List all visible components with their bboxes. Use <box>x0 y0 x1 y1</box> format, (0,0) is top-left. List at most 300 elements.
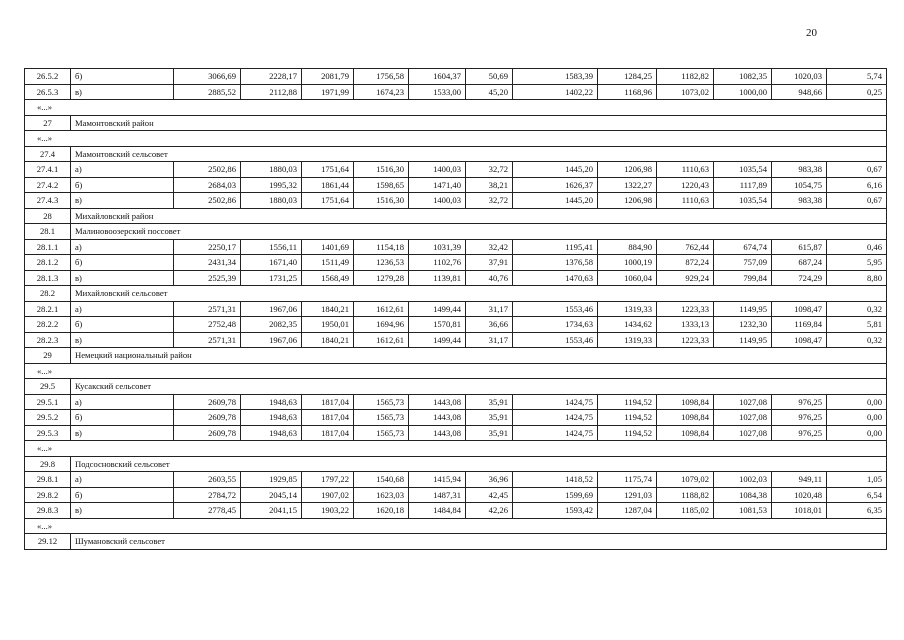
value-cell: 1499,44 <box>409 301 466 317</box>
value-cell: 2081,79 <box>302 69 354 85</box>
value-cell: 2525,39 <box>174 270 241 286</box>
table-row <box>25 487 887 503</box>
table-row <box>25 503 887 519</box>
value-cell: 2571,31 <box>174 301 241 317</box>
value-cell: 2250,17 <box>174 239 241 255</box>
value-cell: 2784,72 <box>174 487 241 503</box>
value-cell: 884,90 <box>598 239 657 255</box>
value-cell: 2603,55 <box>174 472 241 488</box>
value-cell: 1175,74 <box>598 472 657 488</box>
value-cell: 1861,44 <box>302 177 354 193</box>
value-cell: 6,35 <box>827 503 887 519</box>
value-cell: 976,25 <box>772 394 827 410</box>
row-label: б) <box>71 410 174 426</box>
value-cell: 1027,08 <box>714 425 772 441</box>
section-row <box>25 115 887 131</box>
value-cell: 1000,00 <box>714 84 772 100</box>
value-cell: 1236,53 <box>354 255 409 271</box>
value-cell: 1206,98 <box>598 193 657 209</box>
value-cell: 1533,00 <box>409 84 466 100</box>
ellipsis-marker: «...» <box>25 441 71 457</box>
value-cell: 1402,22 <box>513 84 598 100</box>
value-cell: 2431,34 <box>174 255 241 271</box>
row-code: 28.2.1 <box>25 301 71 317</box>
value-cell: 1098,84 <box>657 425 714 441</box>
tariff-table <box>24 68 887 550</box>
row-label: б) <box>71 255 174 271</box>
value-cell: 1424,75 <box>513 425 598 441</box>
value-cell: 1002,03 <box>714 472 772 488</box>
value-cell: 5,74 <box>827 69 887 85</box>
value-cell: 0,32 <box>827 332 887 348</box>
value-cell: 1443,08 <box>409 410 466 426</box>
value-cell: 1604,37 <box>409 69 466 85</box>
ellipsis-marker: «...» <box>25 131 71 147</box>
table-row <box>25 255 887 271</box>
value-cell: 1967,06 <box>241 301 302 317</box>
value-cell: 1734,63 <box>513 317 598 333</box>
value-cell: 1232,30 <box>714 317 772 333</box>
value-cell: 1948,63 <box>241 394 302 410</box>
row-code: 27.4.3 <box>25 193 71 209</box>
ellipsis-fill <box>71 441 887 457</box>
value-cell: 36,66 <box>466 317 513 333</box>
row-code: 29.8.2 <box>25 487 71 503</box>
table-row <box>25 270 887 286</box>
table-row <box>25 394 887 410</box>
value-cell: 1020,48 <box>772 487 827 503</box>
value-cell: 1169,84 <box>772 317 827 333</box>
value-cell: 1098,84 <box>657 394 714 410</box>
value-cell: 1674,23 <box>354 84 409 100</box>
value-cell: 1598,65 <box>354 177 409 193</box>
section-title: Подсосновский сельсовет <box>71 456 887 472</box>
value-cell: 1149,95 <box>714 332 772 348</box>
row-code: 27.4.1 <box>25 162 71 178</box>
row-label: а) <box>71 301 174 317</box>
ellipsis-row <box>25 363 887 379</box>
row-code: 28.1.3 <box>25 270 71 286</box>
value-cell: 1903,22 <box>302 503 354 519</box>
ellipsis-fill <box>71 518 887 534</box>
value-cell: 1,05 <box>827 472 887 488</box>
row-label: в) <box>71 84 174 100</box>
value-cell: 1470,63 <box>513 270 598 286</box>
value-cell: 0,46 <box>827 239 887 255</box>
section-row <box>25 208 887 224</box>
value-cell: 1185,02 <box>657 503 714 519</box>
row-code: 28.1.1 <box>25 239 71 255</box>
section-code: 28.1 <box>25 224 71 240</box>
value-cell: 2778,45 <box>174 503 241 519</box>
value-cell: 1840,21 <box>302 332 354 348</box>
value-cell: 1948,63 <box>241 410 302 426</box>
value-cell: 1556,11 <box>241 239 302 255</box>
row-code: 28.1.2 <box>25 255 71 271</box>
value-cell: 1817,04 <box>302 425 354 441</box>
table-row <box>25 317 887 333</box>
value-cell: 1018,01 <box>772 503 827 519</box>
value-cell: 983,38 <box>772 162 827 178</box>
ellipsis-fill <box>71 131 887 147</box>
value-cell: 6,54 <box>827 487 887 503</box>
table-row <box>25 162 887 178</box>
section-title: Мамонтовский район <box>71 115 887 131</box>
value-cell: 2082,35 <box>241 317 302 333</box>
table-row <box>25 239 887 255</box>
table-row <box>25 410 887 426</box>
value-cell: 1139,81 <box>409 270 466 286</box>
value-cell: 1284,25 <box>598 69 657 85</box>
value-cell: 949,11 <box>772 472 827 488</box>
table-row <box>25 69 887 85</box>
value-cell: 37,91 <box>466 255 513 271</box>
value-cell: 1418,52 <box>513 472 598 488</box>
section-row <box>25 456 887 472</box>
row-code: 26.5.3 <box>25 84 71 100</box>
value-cell: 1333,13 <box>657 317 714 333</box>
table-row <box>25 84 887 100</box>
value-cell: 1182,82 <box>657 69 714 85</box>
value-cell: 1415,94 <box>409 472 466 488</box>
row-label: б) <box>71 487 174 503</box>
value-cell: 1424,75 <box>513 394 598 410</box>
value-cell: 1400,03 <box>409 193 466 209</box>
section-title: Шумановский сельсовет <box>71 534 887 550</box>
value-cell: 1035,54 <box>714 193 772 209</box>
value-cell: 1110,63 <box>657 162 714 178</box>
value-cell: 1149,95 <box>714 301 772 317</box>
value-cell: 1188,82 <box>657 487 714 503</box>
ellipsis-marker: «...» <box>25 363 71 379</box>
value-cell: 1376,58 <box>513 255 598 271</box>
ellipsis-row <box>25 441 887 457</box>
value-cell: 0,00 <box>827 394 887 410</box>
value-cell: 1027,08 <box>714 410 772 426</box>
value-cell: 1553,46 <box>513 332 598 348</box>
value-cell: 1612,61 <box>354 301 409 317</box>
ellipsis-row <box>25 518 887 534</box>
value-cell: 1319,33 <box>598 332 657 348</box>
value-cell: 1098,47 <box>772 301 827 317</box>
section-code: 27.4 <box>25 146 71 162</box>
row-code: 27.4.2 <box>25 177 71 193</box>
value-cell: 1223,33 <box>657 301 714 317</box>
value-cell: 38,21 <box>466 177 513 193</box>
value-cell: 1000,19 <box>598 255 657 271</box>
section-title: Малиновоозерский поссовет <box>71 224 887 240</box>
section-row <box>25 379 887 395</box>
value-cell: 2609,78 <box>174 410 241 426</box>
value-cell: 1443,08 <box>409 425 466 441</box>
value-cell: 0,00 <box>827 425 887 441</box>
value-cell: 1194,52 <box>598 394 657 410</box>
value-cell: 2609,78 <box>174 425 241 441</box>
value-cell: 1570,81 <box>409 317 466 333</box>
value-cell: 1484,84 <box>409 503 466 519</box>
section-code: 29.5 <box>25 379 71 395</box>
section-title: Михайловский сельсовет <box>71 286 887 302</box>
value-cell: 1322,27 <box>598 177 657 193</box>
value-cell: 1220,43 <box>657 177 714 193</box>
value-cell: 757,09 <box>714 255 772 271</box>
value-cell: 42,26 <box>466 503 513 519</box>
value-cell: 1117,89 <box>714 177 772 193</box>
section-code: 28.2 <box>25 286 71 302</box>
value-cell: 1098,47 <box>772 332 827 348</box>
ellipsis-row <box>25 100 887 116</box>
value-cell: 976,25 <box>772 410 827 426</box>
value-cell: 5,95 <box>827 255 887 271</box>
value-cell: 2502,86 <box>174 162 241 178</box>
row-label: б) <box>71 317 174 333</box>
value-cell: 1751,64 <box>302 193 354 209</box>
value-cell: 799,84 <box>714 270 772 286</box>
row-label: в) <box>71 503 174 519</box>
value-cell: 1565,73 <box>354 394 409 410</box>
value-cell: 983,38 <box>772 193 827 209</box>
value-cell: 1079,02 <box>657 472 714 488</box>
value-cell: 1168,96 <box>598 84 657 100</box>
value-cell: 1623,03 <box>354 487 409 503</box>
value-cell: 1073,02 <box>657 84 714 100</box>
value-cell: 1995,32 <box>241 177 302 193</box>
row-label: а) <box>71 239 174 255</box>
value-cell: 1817,04 <box>302 394 354 410</box>
row-code: 26.5.2 <box>25 69 71 85</box>
value-cell: 1499,44 <box>409 332 466 348</box>
row-code: 29.5.1 <box>25 394 71 410</box>
value-cell: 1154,18 <box>354 239 409 255</box>
value-cell: 2752,48 <box>174 317 241 333</box>
value-cell: 2502,86 <box>174 193 241 209</box>
value-cell: 1565,73 <box>354 425 409 441</box>
value-cell: 1060,04 <box>598 270 657 286</box>
value-cell: 687,24 <box>772 255 827 271</box>
page-number: 20 <box>806 27 817 39</box>
value-cell: 32,72 <box>466 162 513 178</box>
value-cell: 35,91 <box>466 394 513 410</box>
section-row <box>25 286 887 302</box>
section-code: 27 <box>25 115 71 131</box>
value-cell: 1319,33 <box>598 301 657 317</box>
value-cell: 1194,52 <box>598 425 657 441</box>
row-label: а) <box>71 162 174 178</box>
value-cell: 1540,68 <box>354 472 409 488</box>
value-cell: 1880,03 <box>241 193 302 209</box>
section-code: 29.12 <box>25 534 71 550</box>
value-cell: 1907,02 <box>302 487 354 503</box>
value-cell: 1626,37 <box>513 177 598 193</box>
value-cell: 1756,58 <box>354 69 409 85</box>
value-cell: 1568,49 <box>302 270 354 286</box>
row-label: а) <box>71 472 174 488</box>
table-row <box>25 177 887 193</box>
value-cell: 1583,39 <box>513 69 598 85</box>
row-code: 28.2.2 <box>25 317 71 333</box>
value-cell: 50,69 <box>466 69 513 85</box>
row-code: 29.5.2 <box>25 410 71 426</box>
value-cell: 42,45 <box>466 487 513 503</box>
row-code: 29.8.3 <box>25 503 71 519</box>
value-cell: 1291,03 <box>598 487 657 503</box>
value-cell: 1206,98 <box>598 162 657 178</box>
ellipsis-fill <box>71 100 887 116</box>
value-cell: 1445,20 <box>513 162 598 178</box>
value-cell: 2112,88 <box>241 84 302 100</box>
value-cell: 1020,03 <box>772 69 827 85</box>
value-cell: 2228,17 <box>241 69 302 85</box>
value-cell: 2885,52 <box>174 84 241 100</box>
row-label: в) <box>71 193 174 209</box>
row-code: 28.2.3 <box>25 332 71 348</box>
value-cell: 1287,04 <box>598 503 657 519</box>
value-cell: 1401,69 <box>302 239 354 255</box>
value-cell: 1565,73 <box>354 410 409 426</box>
value-cell: 1434,62 <box>598 317 657 333</box>
value-cell: 1516,30 <box>354 162 409 178</box>
value-cell: 32,42 <box>466 239 513 255</box>
ellipsis-marker: «...» <box>25 518 71 534</box>
value-cell: 1194,52 <box>598 410 657 426</box>
value-cell: 1929,85 <box>241 472 302 488</box>
section-row <box>25 534 887 550</box>
table-row <box>25 425 887 441</box>
value-cell: 1082,35 <box>714 69 772 85</box>
value-cell: 1950,01 <box>302 317 354 333</box>
row-label: в) <box>71 425 174 441</box>
value-cell: 1110,63 <box>657 193 714 209</box>
value-cell: 2609,78 <box>174 394 241 410</box>
value-cell: 1054,75 <box>772 177 827 193</box>
value-cell: 1027,08 <box>714 394 772 410</box>
value-cell: 1035,54 <box>714 162 772 178</box>
section-title: Михайловский район <box>71 208 887 224</box>
row-code: 29.8.1 <box>25 472 71 488</box>
row-label: а) <box>71 394 174 410</box>
ellipsis-row <box>25 131 887 147</box>
value-cell: 1098,84 <box>657 410 714 426</box>
value-cell: 1599,69 <box>513 487 598 503</box>
value-cell: 1516,30 <box>354 193 409 209</box>
section-code: 28 <box>25 208 71 224</box>
value-cell: 0,25 <box>827 84 887 100</box>
value-cell: 1084,38 <box>714 487 772 503</box>
value-cell: 35,91 <box>466 410 513 426</box>
section-title: Кусакский сельсовет <box>71 379 887 395</box>
value-cell: 1817,04 <box>302 410 354 426</box>
ellipsis-fill <box>71 363 887 379</box>
value-cell: 1948,63 <box>241 425 302 441</box>
value-cell: 1443,08 <box>409 394 466 410</box>
section-code: 29.8 <box>25 456 71 472</box>
row-label: б) <box>71 177 174 193</box>
value-cell: 1671,40 <box>241 255 302 271</box>
value-cell: 31,17 <box>466 332 513 348</box>
value-cell: 5,81 <box>827 317 887 333</box>
value-cell: 724,29 <box>772 270 827 286</box>
value-cell: 32,72 <box>466 193 513 209</box>
value-cell: 0,67 <box>827 193 887 209</box>
value-cell: 872,24 <box>657 255 714 271</box>
value-cell: 1223,33 <box>657 332 714 348</box>
value-cell: 1840,21 <box>302 301 354 317</box>
value-cell: 1612,61 <box>354 332 409 348</box>
value-cell: 1511,49 <box>302 255 354 271</box>
value-cell: 1445,20 <box>513 193 598 209</box>
value-cell: 6,16 <box>827 177 887 193</box>
value-cell: 1424,75 <box>513 410 598 426</box>
value-cell: 1880,03 <box>241 162 302 178</box>
value-cell: 1195,41 <box>513 239 598 255</box>
value-cell: 45,20 <box>466 84 513 100</box>
value-cell: 1081,53 <box>714 503 772 519</box>
value-cell: 1971,99 <box>302 84 354 100</box>
value-cell: 615,87 <box>772 239 827 255</box>
section-row <box>25 348 887 364</box>
value-cell: 3066,69 <box>174 69 241 85</box>
row-label: в) <box>71 270 174 286</box>
value-cell: 8,80 <box>827 270 887 286</box>
value-cell: 2684,03 <box>174 177 241 193</box>
value-cell: 35,91 <box>466 425 513 441</box>
value-cell: 1102,76 <box>409 255 466 271</box>
value-cell: 1751,64 <box>302 162 354 178</box>
table-row <box>25 332 887 348</box>
value-cell: 762,44 <box>657 239 714 255</box>
value-cell: 1471,40 <box>409 177 466 193</box>
table-row <box>25 472 887 488</box>
table-row <box>25 301 887 317</box>
value-cell: 1487,31 <box>409 487 466 503</box>
section-row <box>25 224 887 240</box>
value-cell: 1593,42 <box>513 503 598 519</box>
row-code: 29.5.3 <box>25 425 71 441</box>
value-cell: 36,96 <box>466 472 513 488</box>
section-title: Немецкий национальный район <box>71 348 887 364</box>
value-cell: 948,66 <box>772 84 827 100</box>
value-cell: 1031,39 <box>409 239 466 255</box>
value-cell: 2571,31 <box>174 332 241 348</box>
value-cell: 1400,03 <box>409 162 466 178</box>
value-cell: 31,17 <box>466 301 513 317</box>
value-cell: 1694,96 <box>354 317 409 333</box>
value-cell: 0,67 <box>827 162 887 178</box>
value-cell: 1553,46 <box>513 301 598 317</box>
table-body <box>25 69 887 550</box>
row-label: в) <box>71 332 174 348</box>
value-cell: 1620,18 <box>354 503 409 519</box>
value-cell: 0,00 <box>827 410 887 426</box>
table-row <box>25 193 887 209</box>
value-cell: 1731,25 <box>241 270 302 286</box>
value-cell: 2041,15 <box>241 503 302 519</box>
value-cell: 929,24 <box>657 270 714 286</box>
value-cell: 1279,28 <box>354 270 409 286</box>
value-cell: 0,32 <box>827 301 887 317</box>
value-cell: 1967,06 <box>241 332 302 348</box>
value-cell: 674,74 <box>714 239 772 255</box>
section-title: Мамонтовский сельсовет <box>71 146 887 162</box>
section-row <box>25 146 887 162</box>
row-label: б) <box>71 69 174 85</box>
value-cell: 2045,14 <box>241 487 302 503</box>
value-cell: 976,25 <box>772 425 827 441</box>
value-cell: 40,76 <box>466 270 513 286</box>
value-cell: 1797,22 <box>302 472 354 488</box>
ellipsis-marker: «...» <box>25 100 71 116</box>
section-code: 29 <box>25 348 71 364</box>
